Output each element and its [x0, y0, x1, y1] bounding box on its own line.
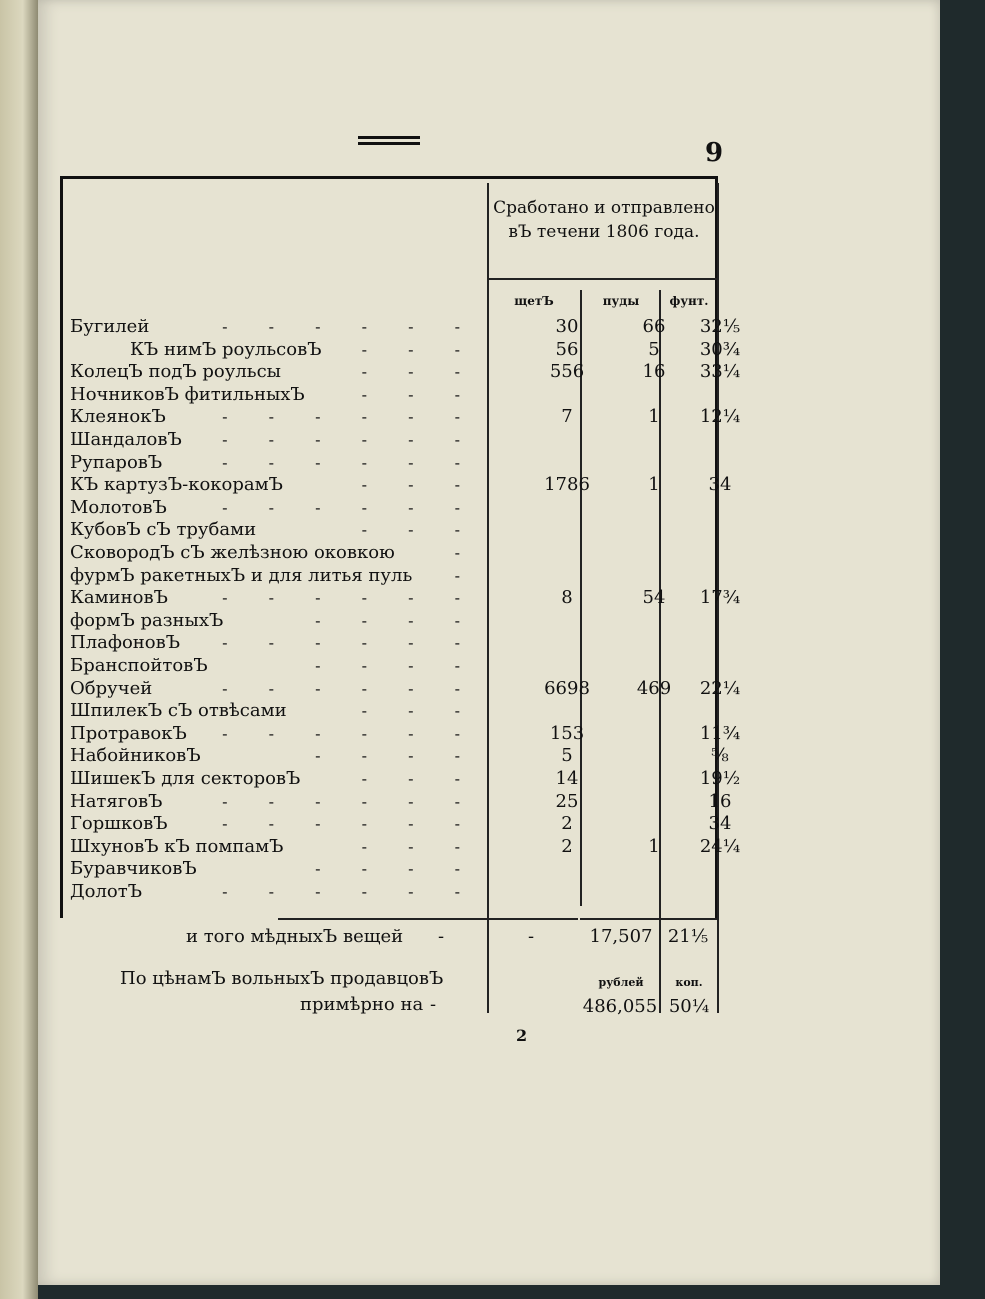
item-pounds: 32⅕: [699, 316, 741, 337]
leader-dashes: - - -: [361, 362, 478, 382]
leader-dashes: - - -: [361, 339, 478, 359]
item-name: БуравчиковЪ: [70, 858, 197, 880]
leader-dashes: - - - - - -: [222, 678, 478, 698]
item-poods: 54: [642, 587, 666, 609]
leader-dashes: - - -: [361, 475, 478, 495]
leader-dashes: - - - - - -: [222, 882, 478, 901]
item-name: КубовЪ сЪ трубами: [70, 519, 257, 541]
price-kopecks: 50¼: [668, 996, 710, 1017]
signature-mark: 2: [516, 1026, 528, 1045]
total-pounds: 21⅕: [667, 926, 709, 947]
ornament-dash: [358, 136, 420, 145]
item-pieces: 56: [555, 338, 579, 360]
item-pounds: ⅝: [711, 745, 729, 767]
table-row: [70, 384, 720, 406]
item-poods: 1: [648, 474, 660, 496]
total-rule-right: [580, 918, 718, 920]
price-rubles: 486,055: [582, 996, 658, 1017]
table-row: [70, 722, 741, 745]
table-row: [70, 700, 720, 722]
price-dash: -: [430, 994, 437, 1015]
item-pounds: 24¼: [699, 835, 741, 857]
item-pounds: 34: [708, 474, 732, 496]
item-pounds: 22¼: [699, 677, 741, 699]
total-row: [168, 926, 728, 950]
item-name: Обручей: [70, 677, 153, 699]
item-name: СковородЪ сЪ желѣзною оковкою: [70, 542, 395, 563]
item-poods: 16: [642, 361, 666, 383]
item-poods: 1: [648, 406, 660, 428]
item-pounds: 33¼: [699, 361, 741, 383]
table-row: [70, 632, 720, 654]
item-name: МолотовЪ: [70, 496, 167, 518]
price-label-line1: По цѣнамЪ вольныхЪ продавцовЪ: [120, 968, 444, 989]
total-label: и того мѣдныхЪ вещей: [186, 926, 404, 947]
item-pieces: 5: [561, 745, 573, 767]
leader-dashes: - - - - - -: [222, 497, 478, 517]
item-pieces: 153: [549, 722, 585, 744]
table-row: [70, 406, 741, 428]
table-row: [70, 677, 741, 700]
item-poods: 5: [648, 338, 660, 360]
item-name: НатяговЪ: [70, 790, 163, 812]
leader-dashes: - - - - - -: [222, 452, 478, 472]
total-rule-left: [278, 918, 578, 920]
book-page: [38, 0, 940, 1285]
total-dash: -: [438, 926, 445, 947]
total-dash-2: -: [528, 926, 535, 947]
item-name: ШандаловЪ: [70, 429, 182, 450]
item-pounds: 12¼: [699, 406, 741, 428]
column-group-heading: Сработано и отправлено вЪ течени 1806 года.: [493, 198, 715, 242]
total-poods: 17,507: [589, 926, 653, 947]
leader-dashes: - - - - - -: [222, 723, 478, 743]
page-number: 9: [705, 138, 724, 168]
leader-dashes: - - -: [361, 384, 478, 404]
item-pieces: 556: [549, 361, 585, 383]
table-row: [70, 610, 720, 632]
item-name: КлеянокЪ: [70, 406, 166, 428]
col-header-pounds: фунт.: [669, 294, 709, 308]
item-pounds: 16: [708, 790, 732, 812]
item-name: ГоршковЪ: [70, 813, 168, 835]
item-name: Бугилей: [70, 316, 150, 337]
item-pieces: 2: [561, 813, 573, 835]
table-row: [70, 813, 732, 835]
item-pieces: 8: [561, 587, 573, 609]
item-name: КаминовЪ: [70, 587, 168, 609]
kopecks-label: коп.: [675, 976, 703, 989]
leader-dashes: - - -: [361, 769, 478, 788]
leader-dashes: - - - -: [315, 656, 478, 675]
table-row: [70, 881, 720, 903]
leader-dashes: -: [454, 565, 478, 585]
item-pounds: 17¾: [699, 587, 741, 609]
item-name: ШпилекЪ сЪ отвѣсами: [70, 700, 287, 722]
item-pieces: 7: [561, 406, 573, 428]
leader-dashes: - - -: [361, 836, 478, 856]
item-name: КолецЪ подЪ роульсы: [70, 361, 281, 383]
book-spine: [0, 0, 38, 1299]
item-name: ДолотЪ: [70, 881, 142, 902]
leader-dashes: - - - - - -: [222, 430, 478, 449]
item-name: ШхуновЪ кЪ помпамЪ: [70, 835, 284, 857]
price-label-line2: примѣрно на: [300, 994, 424, 1015]
table-row: [70, 542, 720, 564]
rubles-label: рублей: [598, 976, 644, 989]
table-row: [70, 429, 720, 451]
table-row: [70, 745, 729, 767]
item-pieces: 30: [555, 316, 579, 337]
leader-dashes: - - - - - -: [222, 588, 478, 608]
item-name: НабойниковЪ: [70, 745, 201, 767]
table-row: [70, 519, 720, 541]
item-name: ШишекЪ для секторовЪ: [70, 768, 301, 789]
item-name: КЪ картузЪ-кокорамЪ: [70, 474, 283, 496]
table-row: [70, 587, 741, 609]
table-row: [70, 474, 732, 496]
table-row: [70, 768, 741, 790]
item-poods: 66: [642, 316, 666, 337]
item-pounds: 34: [708, 813, 732, 835]
leader-dashes: - - - - - -: [222, 633, 478, 653]
leader-dashes: - - - - - -: [222, 317, 478, 336]
table-row: [70, 655, 720, 677]
item-name: фурмЪ ракетныхЪ и для литья пуль: [70, 564, 413, 586]
leader-dashes: - - - -: [315, 746, 478, 766]
col-header-poods: пуды: [602, 294, 640, 308]
item-name: НочниковЪ фитильныхЪ: [70, 383, 305, 405]
table-row: [70, 361, 741, 383]
item-name: ПлафоновЪ: [70, 632, 181, 654]
table-row: [70, 790, 732, 813]
item-name: БранспойтовЪ: [70, 655, 208, 676]
table-row: [70, 835, 741, 858]
item-pieces: 6698: [544, 677, 590, 699]
leader-dashes: - - - - - -: [222, 791, 478, 811]
item-name: ПротравокЪ: [70, 722, 187, 744]
item-pounds: 11¾: [699, 722, 741, 744]
table-row: [70, 338, 741, 361]
table-row: [70, 565, 720, 587]
table-row: [70, 316, 741, 338]
leader-dashes: - - -: [361, 701, 478, 721]
table-row: [70, 497, 720, 519]
item-pieces: 2: [561, 835, 573, 857]
leader-dashes: -: [454, 543, 478, 562]
item-name: РупаровЪ: [70, 451, 163, 473]
leader-dashes: - - - -: [315, 859, 478, 879]
item-poods: 469: [636, 677, 672, 699]
item-name: КЪ нимЪ роульсовЪ: [130, 338, 322, 360]
leader-dashes: - - -: [361, 520, 478, 540]
leader-dashes: - - - - - -: [222, 814, 478, 834]
item-name: формЪ разныхЪ: [70, 609, 224, 631]
leader-dashes: - - - -: [315, 610, 478, 630]
table-row: [70, 452, 720, 474]
leader-dashes: - - - - - -: [222, 407, 478, 427]
item-pieces: 1786: [544, 474, 590, 496]
item-pounds: 19½: [699, 768, 741, 789]
header-rule: [487, 278, 719, 280]
col-header-pieces: щетЪ: [514, 294, 554, 308]
item-pieces: 25: [555, 790, 579, 812]
item-pounds: 30¾: [699, 338, 741, 360]
table-row: [70, 858, 720, 880]
item-pieces: 14: [555, 768, 579, 789]
item-poods: 1: [648, 835, 660, 857]
